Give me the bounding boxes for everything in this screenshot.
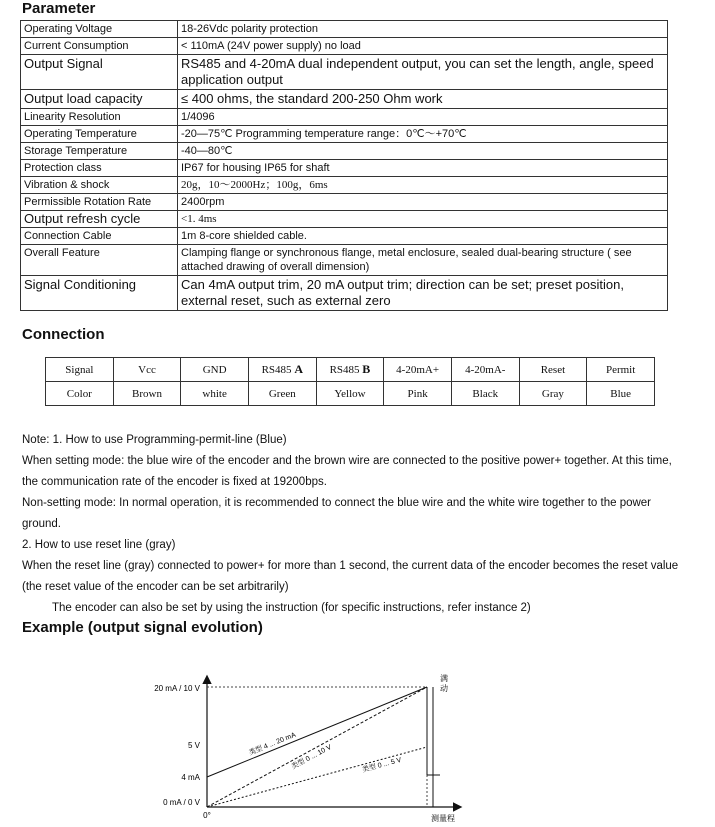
parameter-value: <1. 4ms (178, 211, 668, 228)
parameter-row (21, 21, 668, 38)
parameter-row (21, 160, 668, 177)
parameter-value: IP67 for housing IP65 for shaft (178, 160, 668, 177)
color-cell: Brown (113, 382, 181, 406)
signal-name: RS485 (261, 364, 295, 376)
parameter-value: < 110mA (24V power supply) no load (178, 38, 668, 55)
parameter-label: Output Signal (21, 55, 178, 90)
parameter-value: 1/4096 (178, 109, 668, 126)
parameter-label: Current Consumption (21, 38, 178, 55)
parameter-label: Vibration & shock (21, 177, 178, 194)
right-label-1: 满 (440, 674, 448, 683)
parameter-label: Storage Temperature (21, 143, 178, 160)
color-cell: Pink (384, 382, 452, 406)
parameter-value: RS485 and 4-20mA dual independent output, you can set the length, angle, speed application output (178, 55, 668, 90)
signal-name: Signal (65, 363, 94, 376)
parameter-value: 1m 8-core shielded cable. (178, 228, 668, 245)
signal-name: 4-20mA- (465, 363, 506, 376)
parameter-label: Connection Cable (21, 228, 178, 245)
color-cell: Blue (587, 382, 655, 406)
signal-name: Permit (605, 363, 636, 376)
parameter-label: Operating Temperature (21, 126, 178, 143)
signal-name: RS485 (329, 364, 363, 376)
parameter-label: Linearity Resolution (21, 109, 178, 126)
signal-cell (316, 358, 384, 382)
y-label-zero: 0 mA / 0 V (163, 798, 200, 807)
parameter-value: ≤ 400 ohms, the standard 200-250 Ohm work (178, 90, 668, 109)
right-label-2: 动 (440, 684, 448, 693)
parameter-value: 2400rpm (178, 194, 668, 211)
signal-name: GND (202, 363, 227, 376)
color-cell: Green (248, 382, 316, 406)
signal-suffix: B (362, 362, 371, 376)
signal-cell (451, 358, 519, 382)
note-line: When the reset line (gray) connected to power+ for more than 1 second, the current data of the encoder becomes the reset value (the reset value of the encoder can be set arbitrarily) (22, 560, 679, 593)
color-cell: Yellow (316, 382, 384, 406)
parameter-label: Output load capacity (21, 90, 178, 109)
parameter-row (21, 126, 668, 143)
line-label-4-20ma: 类型 4 ... 20 mA (248, 731, 297, 757)
signal-cell (384, 358, 452, 382)
color-cell: Black (451, 382, 519, 406)
color-cell: white (181, 382, 249, 406)
parameter-label: Signal Conditioning (21, 276, 178, 311)
parameter-value: Can 4mA output trim, 20 mA output trim; direction can be set; preset position, external reset, such as external zero (178, 276, 668, 311)
parameter-row (21, 38, 668, 55)
signal-cell (587, 358, 655, 382)
y-label-4ma: 4 mA (181, 773, 200, 782)
parameter-row (21, 228, 668, 245)
parameter-label: Permissible Rotation Rate (21, 194, 178, 211)
parameter-label: Output refresh cycle (21, 211, 178, 228)
note-line: Non-setting mode: In normal operation, it is recommended to connect the blue wire and the white wire together to the power ground. (22, 497, 652, 530)
parameter-label: Operating Voltage (21, 21, 178, 38)
line-label-0-5v: 类型 0 ... 5 V (361, 756, 403, 774)
signal-cell (181, 358, 249, 382)
note-line: The encoder can also be set by using the instruction (for specific instructions, refer instance 2) (52, 602, 531, 614)
parameter-value: -20—75℃ Programming temperature range：0℃～+70℃ (178, 126, 668, 143)
parameter-row (21, 177, 668, 194)
parameter-row (21, 90, 668, 109)
signal-cell (519, 358, 587, 382)
section-title-connection: Connection (22, 326, 105, 343)
section-title-parameter: Parameter (22, 0, 96, 17)
connection-table (45, 357, 655, 406)
parameter-table (20, 20, 668, 311)
signal-name: Reset (540, 363, 566, 376)
parameter-label: Overall Feature (21, 245, 178, 276)
parameter-value: 20g，10～2000Hz；100g，6ms (178, 177, 668, 194)
line-label-0-10v: 类型 0 ... 10 V (290, 743, 333, 771)
signal-suffix: A (294, 362, 303, 376)
parameter-value: Clamping flange or synchronous flange, metal enclosure, sealed dual-bearing structure ( see attached drawing of overall dimension) (178, 245, 668, 276)
notes (22, 430, 682, 619)
parameter-value: 18-26Vdc polarity protection (178, 21, 668, 38)
color-cell: Gray (519, 382, 587, 406)
output-signal-diagram (150, 665, 470, 825)
parameter-label: Protection class (21, 160, 178, 177)
connection-color-row (46, 382, 655, 406)
signal-name: Vcc (138, 363, 156, 376)
note-line: When setting mode: the blue wire of the encoder and the brown wire are connected to the positive power+ together. At this time, the communication rate of the encoder is fixed at 19200bps. (22, 455, 672, 488)
line-0-10v (207, 687, 427, 807)
note-line: Note: 1. How to use Programming-permit-line (Blue) (22, 434, 287, 446)
section-title-example: Example (output signal evolution) (22, 619, 263, 636)
signal-cell (113, 358, 181, 382)
signal-cell (248, 358, 316, 382)
parameter-value: -40—80℃ (178, 143, 668, 160)
parameter-row (21, 55, 668, 90)
parameter-row (21, 109, 668, 126)
parameter-row (21, 143, 668, 160)
parameter-row (21, 211, 668, 228)
y-label-max: 20 mA / 10 V (154, 684, 200, 693)
parameter-row (21, 245, 668, 276)
signal-name: 4-20mA+ (396, 363, 440, 376)
color-cell: Color (46, 382, 114, 406)
x-origin-label: 0° (203, 811, 211, 820)
y-label-5v: 5 V (187, 741, 200, 750)
connection-signal-row (46, 358, 655, 382)
note-line: 2. How to use reset line (gray) (22, 539, 176, 551)
parameter-row (21, 194, 668, 211)
signal-cell (46, 358, 114, 382)
x-axis-label: 测量程 (431, 814, 455, 823)
parameter-row (21, 276, 668, 311)
